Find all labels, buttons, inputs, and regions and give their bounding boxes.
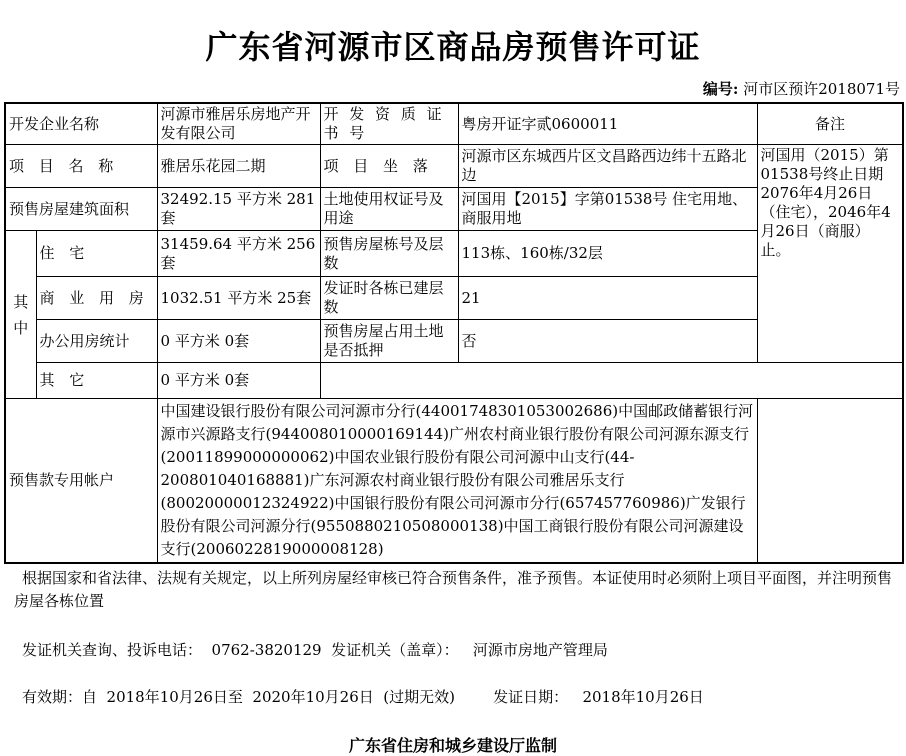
office-value: 0 平方米 0套 bbox=[157, 320, 320, 363]
residential-value: 31459.64 平方米 256套 bbox=[157, 231, 320, 277]
certificate-number-value: 河市区预许2018071号 bbox=[743, 80, 900, 98]
other-label: 其 它 bbox=[36, 363, 157, 399]
supervisor-footer: 广东省住房和城乡建设厅监制 bbox=[348, 736, 557, 755]
other-blank bbox=[320, 363, 903, 399]
commercial-value: 1032.51 平方米 25套 bbox=[157, 277, 320, 320]
project-name-value: 雅居乐花园二期 bbox=[157, 145, 320, 188]
residential-label: 住 宅 bbox=[36, 231, 157, 277]
developer-label: 开发企业名称 bbox=[5, 103, 157, 145]
escrow-account-value: 中国建设银行股份有限公司河源市分行(44001748301053002686)中国邮政储蓄银行河源市兴源路支行(944008010000169144)广州农村商业银行股份有限公司河源东源支行(20011899000000062)中国农业银行股份有限公司河源中山支行(44-200801040168881)广东河源农村商业银行股份有限公司雅居乐支行(80020000012324922)中国银行股份有限公司河源市分行(657457760986)广发银行股份有限公司河源分行(9550880210508000138)中国工商银行股份有限公司河源建设支行(2006022819000008128) bbox=[157, 399, 757, 564]
commercial-label: 商 业 用 房 bbox=[36, 277, 157, 320]
validity-period: 有效期：自 2018年10月26日至 2020年10月26日 (过期无效) 发证日期： 2018年10月26日 bbox=[22, 688, 704, 706]
land-cert-label: 土地使用权证号及用途 bbox=[320, 188, 458, 231]
among-label: 其 中 bbox=[5, 231, 36, 399]
issuer-contact: 发证机关查询、投诉电话： 0762-3820129 发证机关（盖章）： 河源市房地产管理局 bbox=[22, 641, 608, 659]
built-floors-value: 21 bbox=[458, 277, 757, 320]
other-value: 0 平方米 0套 bbox=[157, 363, 320, 399]
presale-area-label: 预售房屋建筑面积 bbox=[5, 188, 157, 231]
certificate-number-label: 编号: bbox=[702, 80, 739, 98]
office-label: 办公用房统计 bbox=[36, 320, 157, 363]
developer-value: 河源市雅居乐房地产开发有限公司 bbox=[157, 103, 320, 145]
mortgage-label: 预售房屋占用土地是否抵押 bbox=[320, 320, 458, 363]
land-cert-value: 河国用【2015】字第01538号 住宅用地、商服用地 bbox=[458, 188, 757, 231]
remarks-value: 河国用（2015）第01538号终止日期2076年4月26日（住宅），2046年4月26日（商服）止。 bbox=[757, 145, 903, 363]
location-value: 河源市区东城西片区文昌路西边纬十五路北边 bbox=[458, 145, 757, 188]
presale-area-value: 32492.15 平方米 281套 bbox=[157, 188, 320, 231]
location-label: 项 目 坐 落 bbox=[320, 145, 458, 188]
remarks-label: 备注 bbox=[757, 103, 903, 145]
mortgage-value: 否 bbox=[458, 320, 757, 363]
building-no-value: 113栋、160栋/32层 bbox=[458, 231, 757, 277]
escrow-blank bbox=[757, 399, 903, 564]
project-name-label: 项 目 名 称 bbox=[5, 145, 157, 188]
certificate-title: 广东省河源市区商品房预售许可证 bbox=[205, 28, 701, 66]
qualification-label: 开 发 资 质 证 书 号 bbox=[320, 103, 458, 145]
certificate-table bbox=[4, 102, 904, 564]
approval-statement: 根据国家和省法律、法规有关规定，以上所列房屋经审核已符合预售条件，准予预售。本证使用时必须附上项目平面图，并注明预售房屋各栋位置 bbox=[14, 569, 893, 610]
built-floors-label: 发证时各栋已建层数 bbox=[320, 277, 458, 320]
certificate-number bbox=[703, 78, 900, 99]
building-no-label: 预售房屋栋号及层数 bbox=[320, 231, 458, 277]
qualification-value: 粤房开证字贰0600011 bbox=[458, 103, 757, 145]
escrow-account-label: 预售款专用帐户 bbox=[5, 399, 157, 564]
